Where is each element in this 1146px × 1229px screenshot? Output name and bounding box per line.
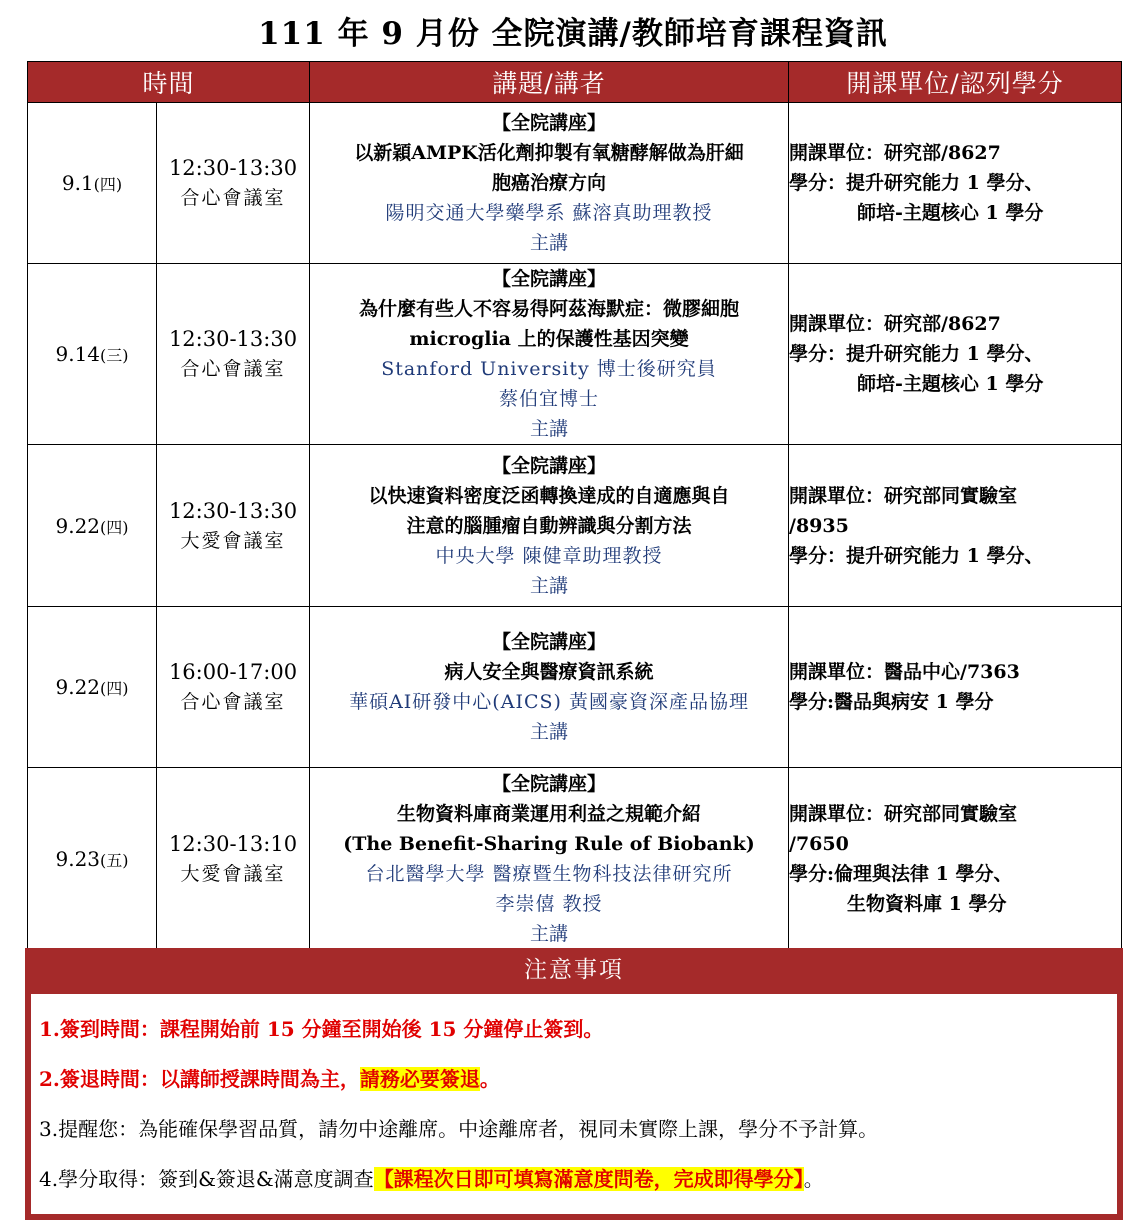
date-value: 9.14 xyxy=(55,342,101,366)
note-4-end: 。 xyxy=(803,1167,824,1191)
unit-line: 開課單位：研究部同實驗室 xyxy=(789,802,1018,825)
note-2 xyxy=(39,1064,500,1094)
unit-cell xyxy=(789,264,1122,445)
unit-line: 學分:倫理與法律 1 學分、 xyxy=(789,862,1013,885)
date-value: 9.1 xyxy=(61,171,94,195)
unit-line: 開課單位：研究部/8627 xyxy=(789,142,1001,164)
unit-line: 開課單位：研究部/8627 xyxy=(789,313,1001,335)
time-cell xyxy=(157,607,310,768)
room-name: 合心會議室 xyxy=(180,187,286,209)
lecture-title-line: 生物資料庫商業運用利益之規範介紹 xyxy=(397,802,702,825)
weekday-value: (三) xyxy=(100,346,129,365)
topic-cell xyxy=(310,768,789,950)
room-name: 合心會議室 xyxy=(180,691,286,713)
date-cell xyxy=(28,768,157,950)
speaker-line: 李崇僖 教授 xyxy=(495,892,603,915)
date-value: 9.22 xyxy=(55,675,101,699)
unit-line: 學分：提升研究能力 1 學分、 xyxy=(789,544,1044,567)
lecture-title-line: (The Benefit-Sharing Rule of Biobank) xyxy=(343,832,755,855)
room-name: 合心會議室 xyxy=(180,358,286,380)
topic-cell xyxy=(310,264,789,445)
lecture-title-line: 注意的腦腫瘤自動辨識與分割方法 xyxy=(406,514,692,537)
topic-cell xyxy=(310,103,789,264)
lecture-tag: 【全院講座】 xyxy=(492,454,607,477)
note-2-end: 。 xyxy=(479,1067,500,1091)
unit-line: 生物資料庫 1 學分 xyxy=(847,892,1007,915)
note-1: 1.簽到時間：課程開始前 15 分鐘至開始後 15 分鐘停止簽到。 xyxy=(39,1017,604,1041)
time-cell xyxy=(157,264,310,445)
speaker-role: 主講 xyxy=(530,232,569,254)
date-cell xyxy=(28,445,157,607)
lecture-tag: 【全院講座】 xyxy=(492,772,607,795)
speaker-role: 主講 xyxy=(530,922,569,945)
unit-line: /7650 xyxy=(789,832,849,855)
unit-line: 師培-主題核心 1 學分 xyxy=(857,373,1044,395)
time-range: 12:30-13:30 xyxy=(168,156,298,180)
speaker-role: 主講 xyxy=(530,721,569,743)
speaker-role: 主講 xyxy=(530,418,569,440)
unit-cell xyxy=(789,607,1122,768)
time-cell xyxy=(157,768,310,950)
header-topic: 講題/講者 xyxy=(310,62,789,103)
notes-panel xyxy=(25,948,1123,1220)
room-name: 大愛會議室 xyxy=(180,862,286,885)
weekday-value: (四) xyxy=(100,679,129,698)
speaker-role: 主講 xyxy=(530,574,569,597)
unit-line: /8935 xyxy=(789,514,849,537)
note-2-text: 2.簽退時間：以講師授課時間為主， xyxy=(39,1067,360,1091)
table-header-row xyxy=(28,62,1122,103)
unit-cell xyxy=(789,103,1122,264)
time-range: 12:30-13:30 xyxy=(168,327,298,351)
lecture-title-line: 胞癌治療方向 xyxy=(492,172,607,194)
unit-line: 師培-主題核心 1 學分 xyxy=(857,202,1044,224)
lecture-title-line: 以新穎AMPK活化劑抑製有氧糖酵解做為肝細 xyxy=(354,142,744,164)
note-4 xyxy=(39,1164,824,1194)
header-unit: 開課單位/認列學分 xyxy=(789,62,1122,103)
note-4-text: 4.學分取得：簽到&簽退&滿意度調查 xyxy=(39,1167,374,1191)
time-range: 12:30-13:10 xyxy=(168,831,298,856)
date-cell xyxy=(28,264,157,445)
topic-cell xyxy=(310,607,789,768)
speaker-line: 華碩AI研發中心(AICS) 黃國豪資深產品協理 xyxy=(349,691,749,713)
date-cell xyxy=(28,607,157,768)
time-cell xyxy=(157,103,310,264)
header-time: 時間 xyxy=(28,62,310,103)
notes-body xyxy=(31,994,1117,1214)
speaker-line: Stanford University 博士後研究員 xyxy=(381,358,717,380)
table-row xyxy=(28,607,1122,768)
time-cell xyxy=(157,445,310,607)
weekday-value: (五) xyxy=(100,850,129,870)
unit-line: 開課單位：醫品中心/7363 xyxy=(789,661,1020,683)
unit-cell xyxy=(789,445,1122,607)
date-value: 9.22 xyxy=(55,513,101,538)
unit-line: 學分:醫品與病安 1 學分 xyxy=(789,691,994,713)
lecture-title-line: 以快速資料密度泛函轉換達成的自適應與自 xyxy=(368,484,730,507)
note-2-highlight: 請務必要簽退 xyxy=(359,1067,480,1091)
lecture-title-line: 為什麼有些人不容易得阿茲海默症：微膠細胞 xyxy=(359,298,740,320)
speaker-line: 陽明交通大學藥學系 蘇溶真助理教授 xyxy=(385,202,713,224)
lecture-title-line: microglia 上的保護性基因突變 xyxy=(409,328,689,350)
unit-line: 學分：提升研究能力 1 學分、 xyxy=(789,172,1044,194)
speaker-line: 中央大學 陳健章助理教授 xyxy=(435,544,663,567)
date-cell xyxy=(28,103,157,264)
speaker-line: 蔡伯宜博士 xyxy=(499,388,600,410)
schedule-table xyxy=(27,61,1122,950)
weekday-value: (四) xyxy=(93,175,123,194)
notes-title: 注意事項 xyxy=(524,957,624,983)
topic-cell xyxy=(310,445,789,607)
table-row xyxy=(28,768,1122,950)
lecture-tag: 【全院講座】 xyxy=(492,112,607,134)
lecture-tag: 【全院講座】 xyxy=(492,631,607,653)
time-range: 12:30-13:30 xyxy=(168,498,298,523)
unit-line: 學分：提升研究能力 1 學分、 xyxy=(789,343,1044,365)
page-title: 111 年 9 月份 全院演講/教師培育課程資訊 xyxy=(258,16,888,52)
unit-cell xyxy=(789,768,1122,950)
table-row xyxy=(28,445,1122,607)
table-row xyxy=(28,264,1122,445)
lecture-title-line: 病人安全與醫療資訊系統 xyxy=(444,661,654,683)
table-row xyxy=(28,103,1122,264)
unit-line: 開課單位：研究部同實驗室 xyxy=(789,484,1018,507)
time-range: 16:00-17:00 xyxy=(168,660,298,684)
date-value: 9.23 xyxy=(55,846,101,871)
speaker-line: 台北醫學大學 醫療暨生物科技法律研究所 xyxy=(365,862,733,885)
note-3: 3.提醒您：為能確保學習品質，請勿中途離席。中途離席者，視同未實際上課，學分不予計算。 xyxy=(39,1117,879,1141)
weekday-value: (四) xyxy=(100,517,129,537)
note-4-highlight: 【課程次日即可填寫滿意度問卷，完成即得學分】 xyxy=(373,1167,804,1191)
room-name: 大愛會議室 xyxy=(180,529,286,552)
lecture-tag: 【全院講座】 xyxy=(492,268,607,290)
